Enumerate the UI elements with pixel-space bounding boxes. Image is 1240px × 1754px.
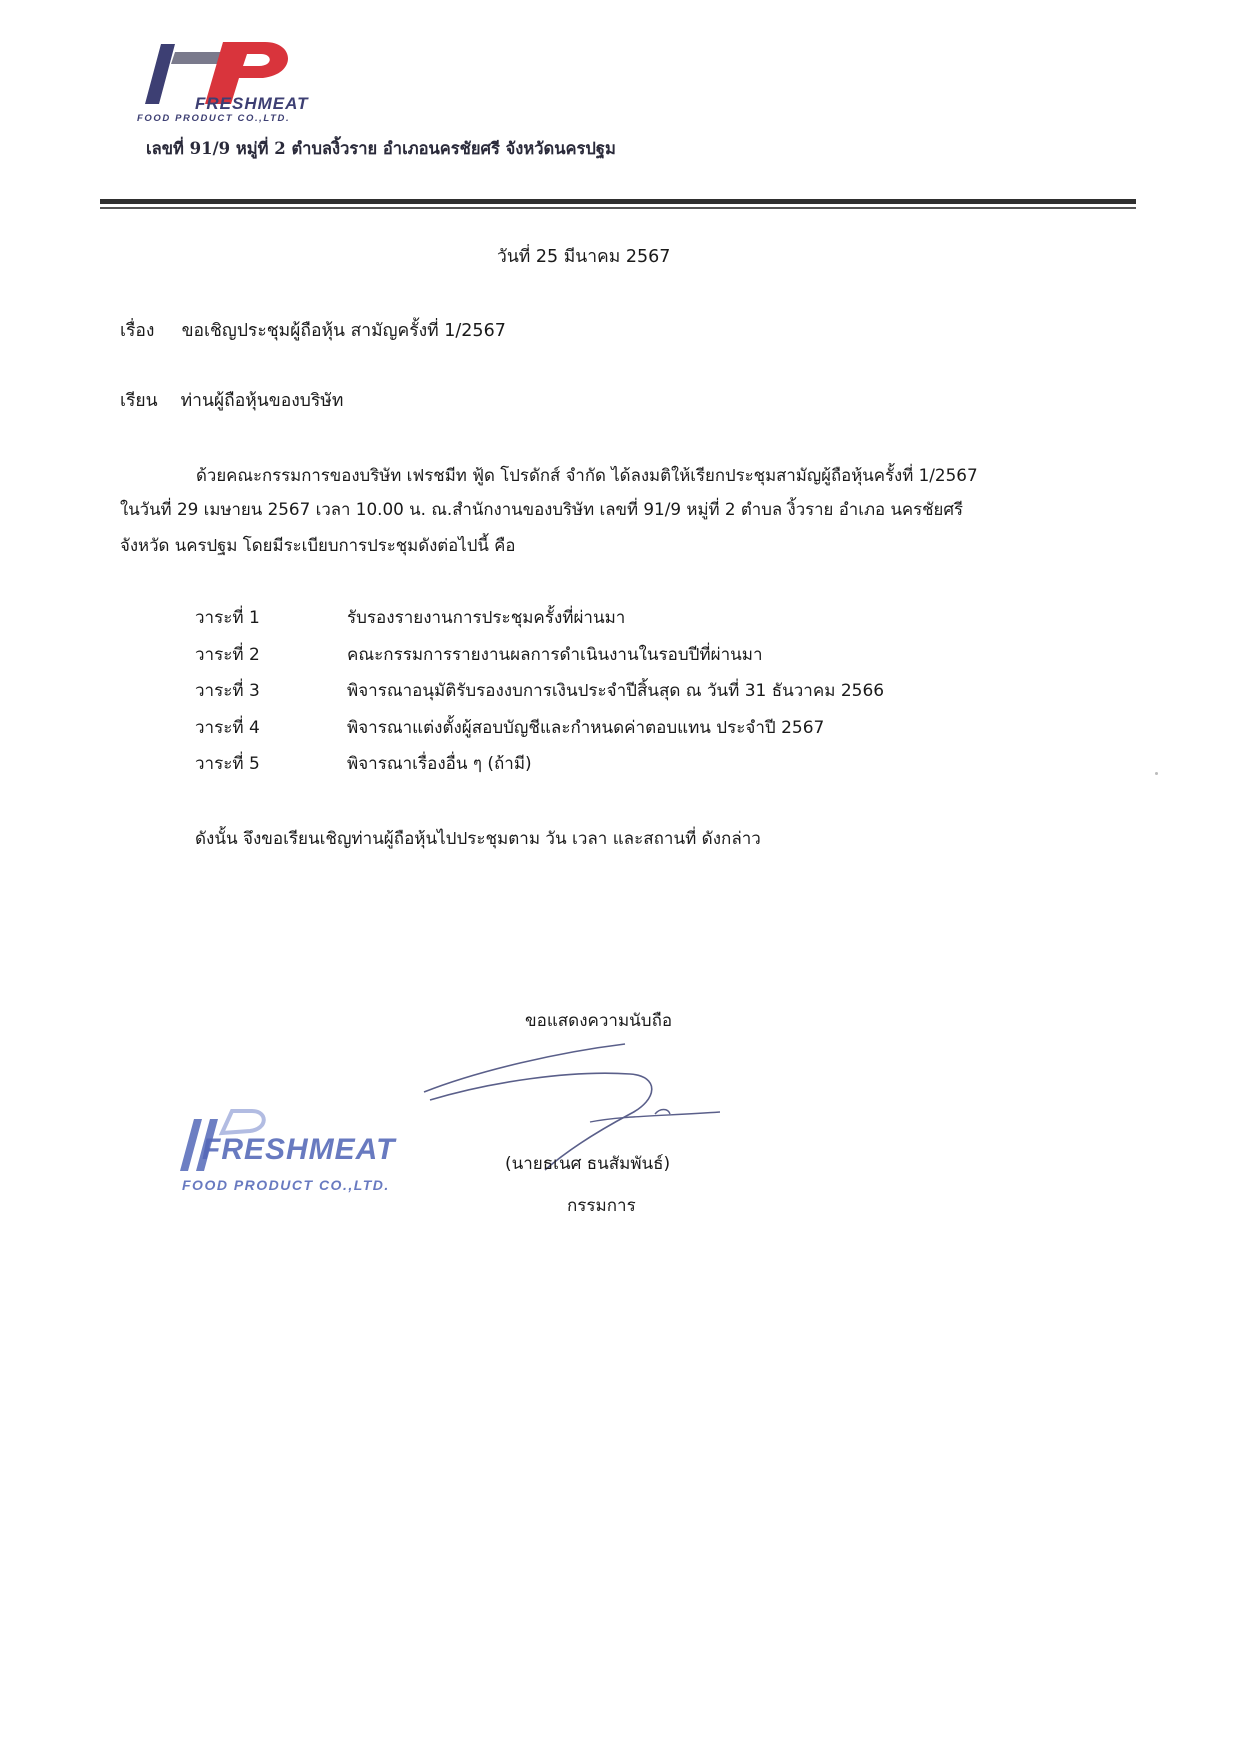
agenda-number: วาระที่ 1 bbox=[195, 608, 260, 628]
signer-title: กรรมการ bbox=[567, 1196, 636, 1216]
subject-text: ขอเชิญประชุมผู้ถือหุ้น สามัญครั้งที่ 1/2567 bbox=[181, 321, 506, 341]
logo-sub-text: FOOD PRODUCT CO.,LTD. bbox=[137, 113, 291, 124]
agenda-item bbox=[195, 604, 884, 641]
closing-line: ดังนั้น จึงขอเรียนเชิญท่านผู้ถือหุ้นไปประชุมตาม วัน เวลา และสถานที่ ดังกล่าว bbox=[195, 829, 761, 849]
scan-speck bbox=[1155, 772, 1158, 775]
letter-subject bbox=[120, 316, 506, 344]
agenda-number: วาระที่ 3 bbox=[195, 681, 260, 701]
agenda-text: รับรองรายงานการประชุมครั้งที่ผ่านมา bbox=[347, 608, 626, 628]
signer-name: (นายธเนศ ธนสัมพันธ์) bbox=[505, 1154, 671, 1174]
body-line-1: ด้วยคณะกรรมการของบริษัท เฟรชมีท ฟู้ด โปรดักส์ จำกัด ได้ลงมติให้เรียกประชุมสามัญผู้ถือหุ้นครั้งที่ 1/2567 bbox=[196, 465, 978, 485]
regards-line: ขอแสดงความนับถือ bbox=[525, 1011, 673, 1031]
stamp-sub-text: FOOD PRODUCT CO.,LTD. bbox=[182, 1177, 390, 1193]
agenda-number: วาระที่ 2 bbox=[195, 644, 260, 665]
header-rule-thick bbox=[100, 199, 1136, 204]
company-logo bbox=[135, 34, 375, 126]
header-rule-thin bbox=[100, 207, 1136, 209]
agenda-item bbox=[195, 641, 884, 678]
company-address: เลขที่ 91/9 หมู่ที่ 2 ตำบลงิ้วราย อำเภอนครชัยศรี จังหวัดนครปฐม bbox=[146, 139, 616, 158]
agenda-number: วาระที่ 4 bbox=[195, 717, 260, 738]
letter-date: วันที่ 25 มีนาคม 2567 bbox=[497, 247, 671, 267]
stamp-brand-text: FRESHMEAT bbox=[202, 1133, 396, 1166]
agenda-text: คณะกรรมการรายงานผลการดำเนินงานในรอบปีที่ผ่านมา bbox=[347, 644, 763, 665]
agenda-list bbox=[195, 604, 884, 787]
body-line-2: ในวันที่ 29 เมษายน 2567 เวลา 10.00 น. ณ.สำนักงานของบริษัท เลขที่ 91/9 หมู่ที่ 2 ตำบล งิ้วราย อำเภอ นครชัยศรี bbox=[120, 499, 964, 519]
agenda-number: วาระที่ 5 bbox=[195, 754, 260, 774]
agenda-text: พิจารณาอนุมัติรับรองงบการเงินประจำปีสิ้นสุด ณ วันที่ 31 ธันวาคม 2566 bbox=[347, 681, 885, 701]
salutation-text: ท่านผู้ถือหุ้นของบริษัท bbox=[180, 391, 344, 411]
letter-salutation bbox=[120, 386, 343, 414]
agenda-item bbox=[195, 714, 884, 751]
logo-brand-text: FRESHMEAT bbox=[195, 94, 309, 113]
body-line-3: จังหวัด นครปฐม โดยมีระเบียบการประชุมดังต่อไปนี้ คือ bbox=[120, 535, 516, 555]
agenda-text: พิจารณาเรื่องอื่น ๆ (ถ้ามี) bbox=[347, 754, 532, 774]
salutation-label: เรียน bbox=[120, 391, 158, 411]
subject-label: เรื่อง bbox=[120, 321, 155, 341]
company-stamp bbox=[176, 1105, 426, 1205]
agenda-text: พิจารณาแต่งตั้งผู้สอบบัญชีและกำหนดค่าตอบแทน ประจำปี 2567 bbox=[347, 717, 825, 738]
agenda-item bbox=[195, 677, 884, 714]
agenda-item bbox=[195, 750, 884, 787]
